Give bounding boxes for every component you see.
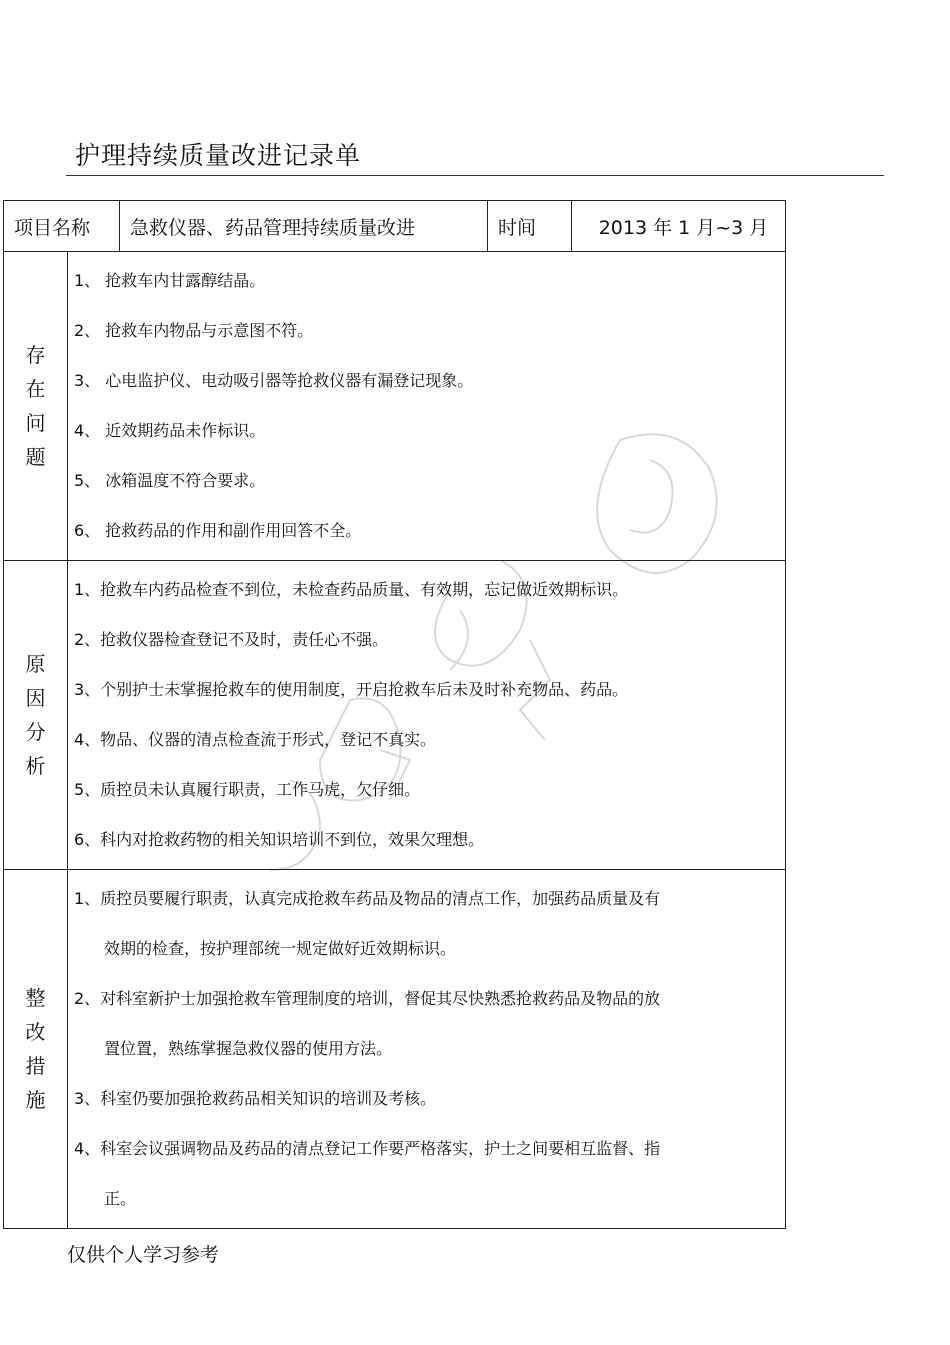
list-item: 5、质控员未认真履行职责，工作马虎，欠仔细。 bbox=[74, 780, 421, 799]
record-table bbox=[3, 200, 786, 1229]
section-label-measures: 整 改 措 施 bbox=[4, 870, 68, 1229]
list-item-continuation: 置位置，熟练掌握急救仪器的使用方法。 bbox=[104, 1039, 393, 1058]
list-item-continuation: 正。 bbox=[104, 1189, 137, 1208]
list-item: 1、质控员要履行职责，认真完成抢救车药品及物品的清点工作，加强药品质量及有 bbox=[74, 889, 661, 908]
section-items-problems bbox=[68, 252, 786, 561]
list-item: 2、 抢救车内物品与示意图不符。 bbox=[74, 321, 314, 340]
list-item: 4、物品、仪器的清点检查流于形式，登记不真实。 bbox=[74, 730, 437, 749]
section-label-causes: 原 因 分 析 bbox=[4, 561, 68, 870]
project-name-label: 项目名称 bbox=[4, 201, 120, 252]
section-items-causes bbox=[68, 561, 786, 870]
list-item: 3、个别护士未掌握抢救车的使用制度，开启抢救车后未及时补充物品、药品。 bbox=[74, 680, 629, 699]
list-item: 3、 心电监护仪、电动吸引器等抢救仪器有漏登记现象。 bbox=[74, 371, 474, 390]
header-row bbox=[4, 201, 786, 252]
list-item: 1、抢救车内药品检查不到位，未检查药品质量、有效期，忘记做近效期标识。 bbox=[74, 580, 629, 599]
section-problems bbox=[4, 252, 786, 561]
document-title: 护理持续质量改进记录单 bbox=[75, 141, 362, 170]
time-label: 时间 bbox=[488, 201, 572, 252]
list-item: 4、 近效期药品未作标识。 bbox=[74, 421, 266, 440]
project-name-value: 急救仪器、药品管理持续质量改进 bbox=[120, 201, 488, 252]
list-item: 3、科室仍要加强抢救药品相关知识的培训及考核。 bbox=[74, 1089, 437, 1108]
list-item: 5、 冰箱温度不符合要求。 bbox=[74, 471, 266, 490]
list-item: 6、 抢救药品的作用和副作用回答不全。 bbox=[74, 521, 362, 540]
list-item: 2、抢救仪器检查登记不及时，责任心不强。 bbox=[74, 630, 389, 649]
list-item: 1、 抢救车内甘露醇结晶。 bbox=[74, 271, 266, 290]
section-items-measures bbox=[68, 870, 786, 1229]
list-item-continuation: 效期的检查，按护理部统一规定做好近效期标识。 bbox=[104, 939, 457, 958]
list-item: 6、科内对抢救药物的相关知识培训不到位，效果欠理想。 bbox=[74, 830, 485, 849]
list-item: 4、科室会议强调物品及药品的清点登记工作要严格落实，护士之间要相互监督、指 bbox=[74, 1139, 661, 1158]
time-value: 2013 年 1 月~3 月 bbox=[572, 201, 786, 252]
list-item: 2、对科室新护士加强抢救车管理制度的培训，督促其尽快熟悉抢救药品及物品的放 bbox=[74, 989, 661, 1008]
section-label-problems: 存 在 问 题 bbox=[4, 252, 68, 561]
title-underline bbox=[66, 175, 884, 176]
footer-note: 仅供个人学习参考 bbox=[67, 1244, 220, 1266]
section-measures bbox=[4, 870, 786, 1229]
section-causes bbox=[4, 561, 786, 870]
